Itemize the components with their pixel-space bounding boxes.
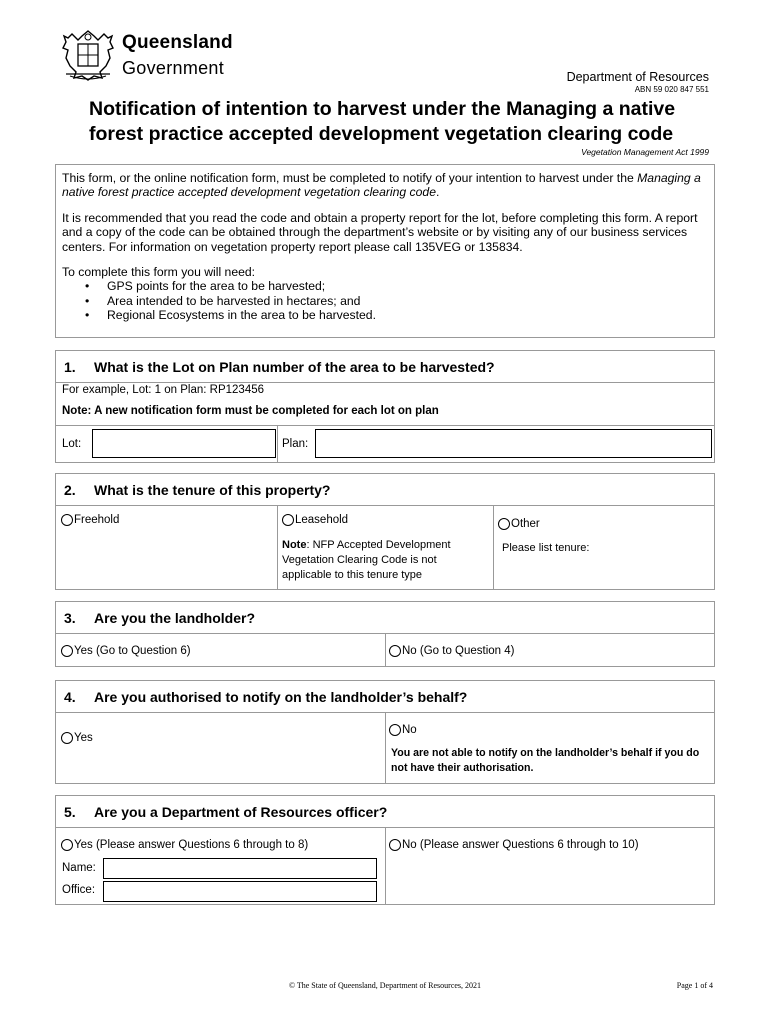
radio-button[interactable]: [282, 514, 294, 526]
logo-line2: Government: [122, 58, 225, 78]
radio-button[interactable]: [61, 839, 73, 851]
radio-button[interactable]: [61, 732, 73, 744]
list-item: • Area intended to be harvested in hectares; and: [107, 294, 708, 308]
radio-button[interactable]: [389, 839, 401, 851]
page-number: Page 1 of 4: [676, 981, 713, 990]
radio-button[interactable]: [389, 645, 401, 657]
question-3-section: [55, 601, 715, 667]
authorised-yes-option[interactable]: Yes: [61, 732, 93, 744]
divider: [385, 634, 386, 666]
radio-button[interactable]: [389, 724, 401, 736]
radio-button[interactable]: [61, 645, 73, 657]
page-title: Notification of intention to harvest under the Managing a native forest practice accepted development vegetation clearing code: [89, 98, 676, 145]
question-1-heading: 1. What is the Lot on Plan number of the area to be harvested?: [56, 351, 714, 383]
question-4-section: [55, 680, 715, 784]
department-name: Department of Resources: [566, 70, 709, 84]
radio-button[interactable]: [61, 514, 73, 526]
q1-example: For example, Lot: 1 on Plan: RP123456: [62, 384, 265, 396]
divider: [56, 425, 714, 426]
intro-box: [55, 164, 715, 338]
abn: ABN 59 020 847 551: [634, 85, 709, 94]
question-1-section: [55, 350, 715, 463]
question-5-heading: 5. Are you a Department of Resources officer?: [56, 796, 714, 828]
coat-of-arms-icon: [60, 28, 116, 82]
divider: [277, 425, 278, 462]
intro-paragraph-2: It is recommended that you read the code and obtain a property report for the lot, before completing this form. A report and a copy of the code can be obtained through the department’s website or by visiting any of our business services centers. For information on vegetation property report please call 135VEG or 135834.: [62, 210, 698, 254]
other-option[interactable]: Other: [498, 518, 540, 530]
divider: [277, 506, 278, 589]
lot-label: Lot:: [62, 438, 82, 450]
list-item: • GPS points for the area to be harvested;: [107, 279, 708, 293]
radio-button[interactable]: [498, 518, 510, 530]
divider: [493, 506, 494, 589]
requirements-list: [62, 279, 708, 322]
divider: [385, 828, 386, 904]
intro-paragraph-1: This form, or the online notification form, must be completed to notify of your intention to harvest under the Managing a native forest practice accepted development vegetation clearing code.: [62, 171, 701, 200]
office-label: Office:: [62, 884, 96, 896]
question-5-section: [55, 795, 715, 905]
authorisation-warning: You are not able to notify on the landholder’s behalf if you do not have their authorisation.: [391, 747, 700, 774]
list-item: • Regional Ecosystems in the area to be harvested.: [107, 308, 708, 322]
officer-name-input[interactable]: [103, 858, 377, 879]
landholder-yes-option[interactable]: Yes (Go to Question 6): [61, 645, 191, 657]
name-label: Name:: [62, 862, 96, 874]
landholder-no-option[interactable]: No (Go to Question 4): [389, 645, 515, 657]
queensland-government-logo: [60, 28, 233, 84]
authorised-no-option[interactable]: No: [389, 724, 417, 736]
leasehold-note: Note: NFP Accepted Development Vegetation Clearing Code is not applicable to this tenure type: [282, 539, 451, 581]
question-4-heading: 4. Are you authorised to notify on the landholder’s behalf?: [56, 681, 714, 713]
logo-line1: Queensland: [122, 32, 233, 53]
question-2-heading: 2. What is the tenure of this property?: [56, 474, 714, 506]
intro-paragraph-3: To complete this form you will need:: [62, 265, 256, 280]
question-3-heading: 3. Are you the landholder?: [56, 602, 714, 634]
officer-office-input[interactable]: [103, 881, 377, 902]
q1-note: Note: A new notification form must be completed for each lot on plan: [62, 405, 439, 417]
divider: [385, 713, 386, 783]
question-2-section: [55, 473, 715, 590]
plan-input[interactable]: [315, 429, 712, 458]
act-reference: Vegetation Management Act 1999: [581, 147, 709, 157]
officer-yes-option[interactable]: Yes (Please answer Questions 6 through to 8): [61, 839, 308, 851]
lot-input[interactable]: [92, 429, 276, 458]
copyright: © The State of Queensland, Department of Resources, 2021: [288, 981, 482, 990]
leasehold-option[interactable]: Leasehold: [282, 514, 348, 526]
officer-no-option[interactable]: No (Please answer Questions 6 through to 10): [389, 839, 639, 851]
other-tenure-hint: Please list tenure:: [502, 542, 590, 554]
freehold-option[interactable]: Freehold: [61, 514, 119, 526]
plan-label: Plan:: [282, 438, 309, 450]
